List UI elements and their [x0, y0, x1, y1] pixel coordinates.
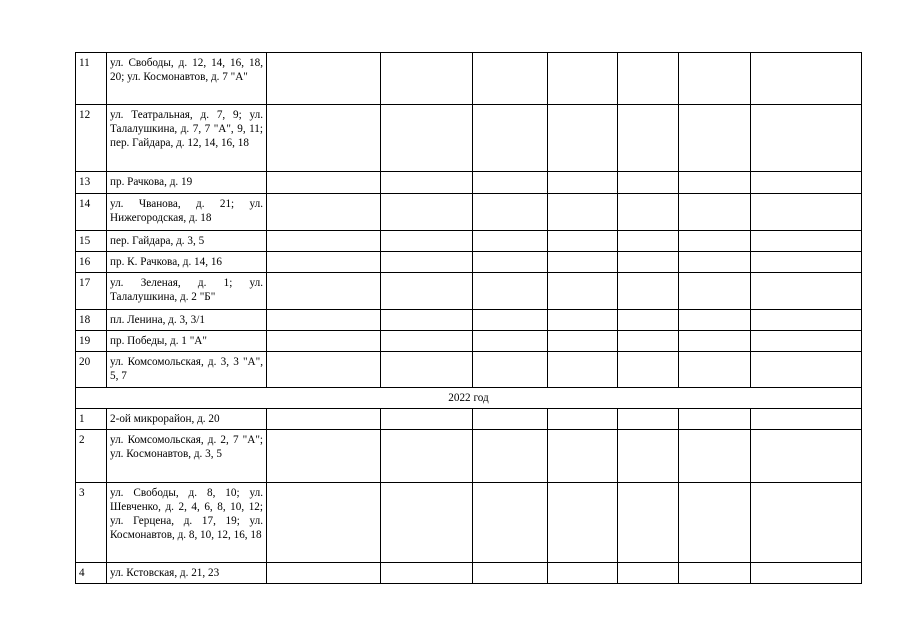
empty-cell — [751, 310, 862, 331]
empty-cell — [679, 563, 751, 584]
empty-cell — [679, 483, 751, 563]
empty-cell — [618, 310, 679, 331]
empty-cell — [381, 430, 473, 483]
empty-cell — [618, 172, 679, 194]
row-address: 2-ой микрорайон, д. 20 — [107, 409, 267, 430]
empty-cell — [267, 310, 381, 331]
empty-cell — [267, 252, 381, 273]
row-address: пр. Рачкова, д. 19 — [107, 172, 267, 194]
empty-cell — [751, 331, 862, 352]
empty-cell — [618, 331, 679, 352]
empty-cell — [679, 331, 751, 352]
empty-cell — [618, 430, 679, 483]
empty-cell — [381, 563, 473, 584]
empty-cell — [679, 231, 751, 252]
empty-cell — [473, 352, 548, 388]
row-number: 19 — [76, 331, 107, 352]
empty-cell — [548, 231, 618, 252]
table-row — [76, 252, 862, 273]
empty-cell — [381, 310, 473, 331]
empty-cell — [267, 53, 381, 105]
empty-cell — [618, 194, 679, 231]
empty-cell — [473, 231, 548, 252]
row-address: ул. Комсомольская, д. 2, 7 "А"; ул. Космонавтов, д. 3, 5 — [107, 430, 267, 483]
empty-cell — [267, 331, 381, 352]
empty-cell — [473, 430, 548, 483]
table-row — [76, 430, 862, 483]
table-row — [76, 231, 862, 252]
row-address: ул. Чванова, д. 21; ул. Нижегородская, д. 18 — [107, 194, 267, 231]
empty-cell — [548, 483, 618, 563]
row-address: ул. Кстовская, д. 21, 23 — [107, 563, 267, 584]
empty-cell — [381, 409, 473, 430]
empty-cell — [679, 409, 751, 430]
empty-cell — [751, 563, 862, 584]
row-address: ул. Свободы, д. 12, 14, 16, 18, 20; ул. Космонавтов, д. 7 "А" — [107, 53, 267, 105]
empty-cell — [381, 352, 473, 388]
empty-cell — [473, 273, 548, 310]
row-address: пр. Победы, д. 1 "А" — [107, 331, 267, 352]
table-row — [76, 409, 862, 430]
empty-cell — [548, 430, 618, 483]
empty-cell — [679, 172, 751, 194]
empty-cell — [473, 194, 548, 231]
table-row — [76, 53, 862, 105]
empty-cell — [618, 409, 679, 430]
row-number: 4 — [76, 563, 107, 584]
empty-cell — [679, 352, 751, 388]
row-number: 17 — [76, 273, 107, 310]
empty-cell — [473, 331, 548, 352]
empty-cell — [751, 194, 862, 231]
empty-cell — [473, 483, 548, 563]
empty-cell — [381, 331, 473, 352]
empty-cell — [381, 483, 473, 563]
row-number: 14 — [76, 194, 107, 231]
empty-cell — [751, 53, 862, 105]
empty-cell — [381, 252, 473, 273]
empty-cell — [751, 352, 862, 388]
empty-cell — [381, 231, 473, 252]
row-address: ул. Зеленая, д. 1; ул. Талалушкина, д. 2 "Б" — [107, 273, 267, 310]
row-number: 12 — [76, 105, 107, 172]
empty-cell — [381, 53, 473, 105]
empty-cell — [381, 172, 473, 194]
row-address: пл. Ленина, д. 3, 3/1 — [107, 310, 267, 331]
empty-cell — [618, 231, 679, 252]
empty-cell — [751, 273, 862, 310]
empty-cell — [751, 172, 862, 194]
address-table — [75, 52, 862, 584]
empty-cell — [618, 352, 679, 388]
empty-cell — [679, 430, 751, 483]
empty-cell — [381, 194, 473, 231]
empty-cell — [751, 105, 862, 172]
empty-cell — [548, 194, 618, 231]
row-address: ул. Комсомольская, д. 3, 3 "А", 5, 7 — [107, 352, 267, 388]
empty-cell — [618, 563, 679, 584]
table-row — [76, 331, 862, 352]
empty-cell — [751, 483, 862, 563]
empty-cell — [548, 172, 618, 194]
empty-cell — [267, 430, 381, 483]
empty-cell — [473, 310, 548, 331]
empty-cell — [473, 53, 548, 105]
empty-cell — [618, 105, 679, 172]
row-number: 3 — [76, 483, 107, 563]
empty-cell — [267, 352, 381, 388]
empty-cell — [548, 53, 618, 105]
empty-cell — [267, 409, 381, 430]
empty-cell — [618, 53, 679, 105]
row-address: пр. К. Рачкова, д. 14, 16 — [107, 252, 267, 273]
empty-cell — [751, 252, 862, 273]
empty-cell — [679, 53, 751, 105]
empty-cell — [267, 172, 381, 194]
table-row — [76, 310, 862, 331]
empty-cell — [473, 105, 548, 172]
row-address: ул. Свободы, д. 8, 10; ул. Шевченко, д. 2, 4, 6, 8, 10, 12; ул. Герцена, д. 17, 19; ул. Космонавтов, д. 8, 10, 12, 16, 18 — [107, 483, 267, 563]
row-number: 15 — [76, 231, 107, 252]
row-number: 13 — [76, 172, 107, 194]
empty-cell — [751, 409, 862, 430]
row-number: 11 — [76, 53, 107, 105]
empty-cell — [679, 194, 751, 231]
table-row — [76, 483, 862, 563]
table-row — [76, 273, 862, 310]
empty-cell — [267, 231, 381, 252]
document-page — [75, 52, 862, 584]
empty-cell — [473, 563, 548, 584]
empty-cell — [267, 105, 381, 172]
table-row — [76, 194, 862, 231]
table-row — [76, 563, 862, 584]
row-number: 18 — [76, 310, 107, 331]
empty-cell — [267, 194, 381, 231]
empty-cell — [618, 252, 679, 273]
empty-cell — [473, 252, 548, 273]
year-header: 2022 год — [76, 388, 862, 409]
empty-cell — [548, 105, 618, 172]
empty-cell — [679, 252, 751, 273]
table-row — [76, 172, 862, 194]
empty-cell — [473, 409, 548, 430]
year-header-row — [76, 388, 862, 409]
table-row — [76, 105, 862, 172]
empty-cell — [548, 331, 618, 352]
empty-cell — [548, 273, 618, 310]
empty-cell — [751, 231, 862, 252]
empty-cell — [679, 273, 751, 310]
empty-cell — [618, 273, 679, 310]
empty-cell — [381, 273, 473, 310]
empty-cell — [381, 105, 473, 172]
empty-cell — [548, 310, 618, 331]
row-address: ул. Театральная, д. 7, 9; ул. Талалушкина, д. 7, 7 "А", 9, 11; пер. Гайдара, д. 12, 14, 16, 18 — [107, 105, 267, 172]
row-number: 16 — [76, 252, 107, 273]
row-number: 1 — [76, 409, 107, 430]
table-row — [76, 352, 862, 388]
row-number: 2 — [76, 430, 107, 483]
empty-cell — [618, 483, 679, 563]
empty-cell — [267, 273, 381, 310]
empty-cell — [751, 430, 862, 483]
empty-cell — [548, 352, 618, 388]
empty-cell — [267, 483, 381, 563]
empty-cell — [548, 409, 618, 430]
empty-cell — [548, 252, 618, 273]
empty-cell — [679, 310, 751, 331]
empty-cell — [679, 105, 751, 172]
empty-cell — [267, 563, 381, 584]
row-address: пер. Гайдара, д. 3, 5 — [107, 231, 267, 252]
empty-cell — [548, 563, 618, 584]
empty-cell — [473, 172, 548, 194]
row-number: 20 — [76, 352, 107, 388]
